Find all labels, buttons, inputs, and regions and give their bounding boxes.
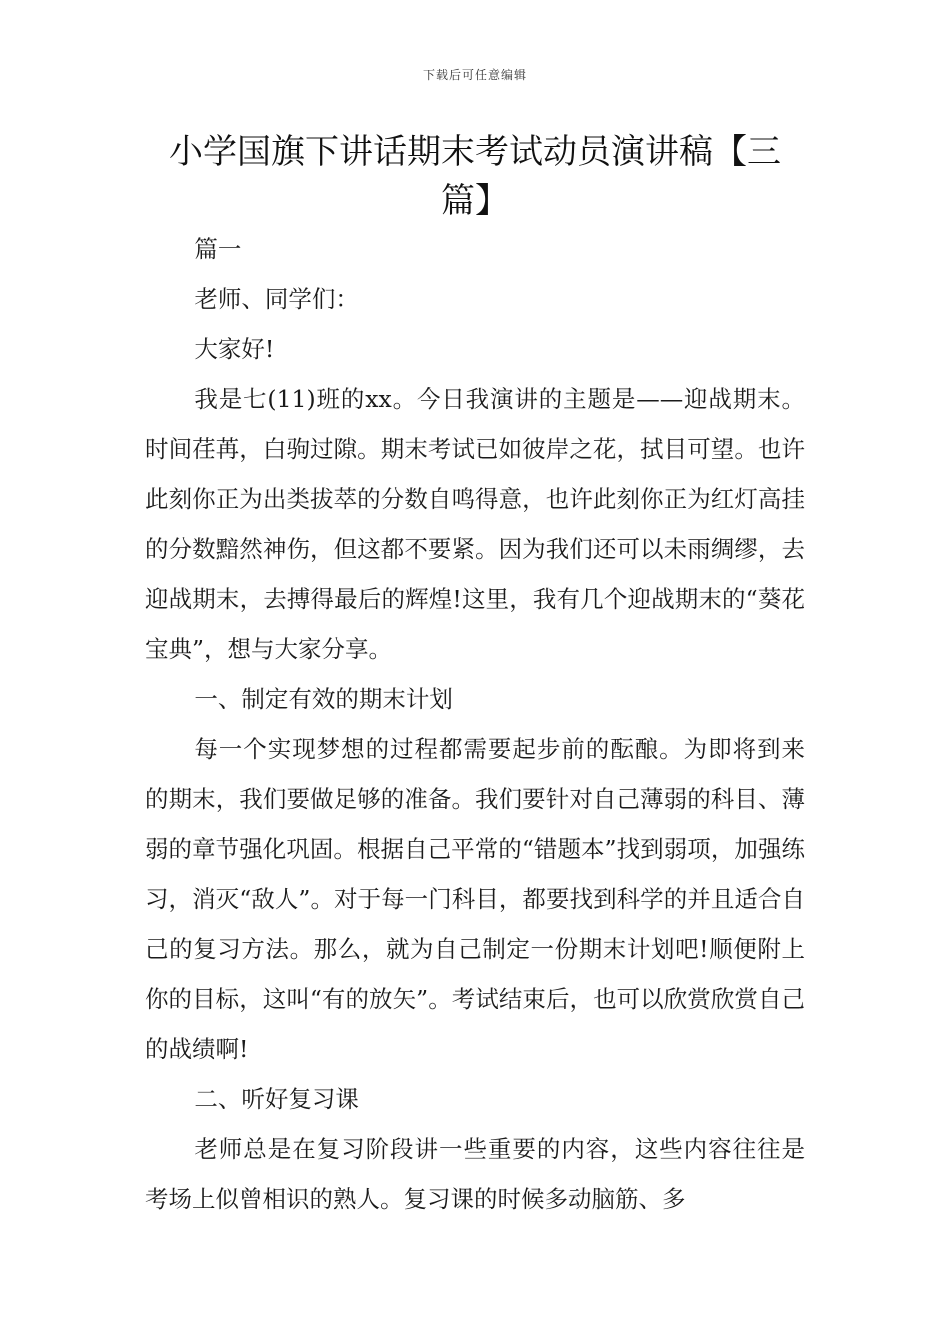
greeting: 大家好!: [194, 335, 275, 363]
paragraph: 老师总是在复习阶段讲一些重要的内容，这些内容往往是考场上似曾相识的熟人。复习课的时候多动脑筋、多: [145, 1135, 805, 1213]
salutation: 老师、同学们：: [194, 285, 359, 313]
subheading: 一、制定有效的期末计划: [194, 685, 453, 713]
section-heading: 篇一: [194, 235, 242, 263]
subheading: 二、听好复习课: [194, 1085, 359, 1113]
document-body: [145, 224, 805, 1224]
header-note: 下载后可任意编辑: [422, 68, 527, 82]
paragraph: 每一个实现梦想的过程都需要起步前的酝酿。为即将到来的期末，我们要做足够的准备。我们要针对自己薄弱的科目、薄弱的章节强化巩固。根据自己平常的“错题本”找到弱项，加强练习，消灭“敌人”。对于每一门科目，都要找到科学的并且适合自己的复习方法。那么，就为自己制定一份期末计划吧!顺便附上你的目标，这叫“有的放矢”。考试结束后，也可以欣赏欣赏自己的战绩啊!: [145, 735, 805, 1063]
paragraph: 我是七(11)班的xx。今日我演讲的主题是——迎战期末。时间荏苒，白驹过隙。期末考试已如彼岸之花，拭目可望。也许此刻你正为出类拔萃的分数自鸣得意，也许此刻你正为红灯高挂的分数黯然神伤，但这都不要紧。因为我们还可以未雨绸缪，去迎战期末，去搏得最后的辉煌!这里，我有几个迎战期末的“葵花宝典”，想与大家分享。: [145, 385, 805, 663]
document-title: 小学国旗下讲话期末考试动员演讲稿【三篇】: [169, 132, 781, 221]
